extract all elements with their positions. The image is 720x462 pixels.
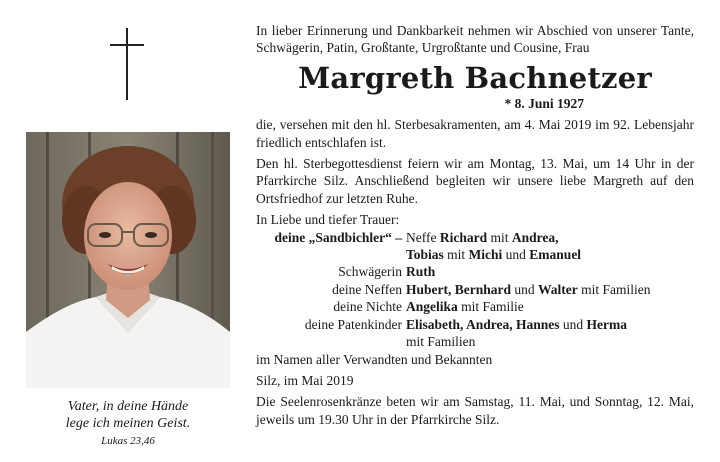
bible-quote (26, 398, 230, 450)
family-entry: Ruth (406, 264, 436, 280)
family-entry: Elisabeth, Andrea, Hannes und Herma (406, 316, 628, 332)
deceased-name: Margreth Bachnetzer (298, 60, 652, 95)
cross-icon (110, 28, 146, 100)
family-label: deine „Sandbichler“ – (274, 229, 402, 245)
place-date: Silz, im Mai 2019 (256, 372, 354, 388)
notice-text (256, 22, 694, 428)
family-entry: Tobias mit Michi und Emanuel (406, 247, 582, 263)
birth-date: * 8. Juni 1927 (504, 95, 584, 111)
family-entry: Neffe Richard mit Andrea, (406, 229, 559, 245)
family-entry: Hubert, Bernhard und Walter mit Familien (406, 281, 651, 297)
family-label: deine Neffen (332, 281, 402, 297)
family-label: deine Nichte (333, 299, 402, 315)
death-text: die, versehen mit den hl. Sterbesakramenten, am 4. Mai 2019 im 92. Lebensjahr friedlich entschlafen ist. (256, 117, 694, 150)
intro-text: In lieber Erinnerung und Dankbarkeit nehmen wir Abschied von unserer Tante, Schwägerin, Patin, Großtante, Urgroßtante und Cousine, Frau (256, 23, 694, 56)
family-entry: mit Familien (406, 334, 476, 350)
mourning-intro: In Liebe und tiefer Trauer: (256, 212, 400, 228)
relatives-text: im Namen aller Verwandten und Bekannten (256, 351, 493, 367)
family-entry: Angelika mit Familie (406, 299, 524, 315)
quote-line-1: Vater, in deine Hände (67, 399, 189, 414)
rosary-text: Die Seelenrosenkränze beten wir am Samstag, 11. Mai, und Sonntag, 12. Mai, jeweils um 19.30 Uhr in der Pfarrkirche Silz. (256, 394, 694, 427)
family-label: deine Patenkinder (304, 316, 402, 332)
funeral-text: Den hl. Sterbegottesdienst feiern wir am Montag, 13. Mai, um 14 Uhr in der Pfarrkirche Silz. Anschließend begleiten wir unsere liebe Margreth auf den Ortsfriedhof zur letzten Ruhe. (256, 156, 694, 206)
family-list (256, 229, 694, 351)
quote-reference: Lukas 23,46 (101, 435, 155, 447)
quote-line-2: lege ich meinen Geist. (65, 416, 191, 431)
portrait-photo (26, 132, 230, 388)
family-label: Schwägerin (338, 264, 402, 280)
